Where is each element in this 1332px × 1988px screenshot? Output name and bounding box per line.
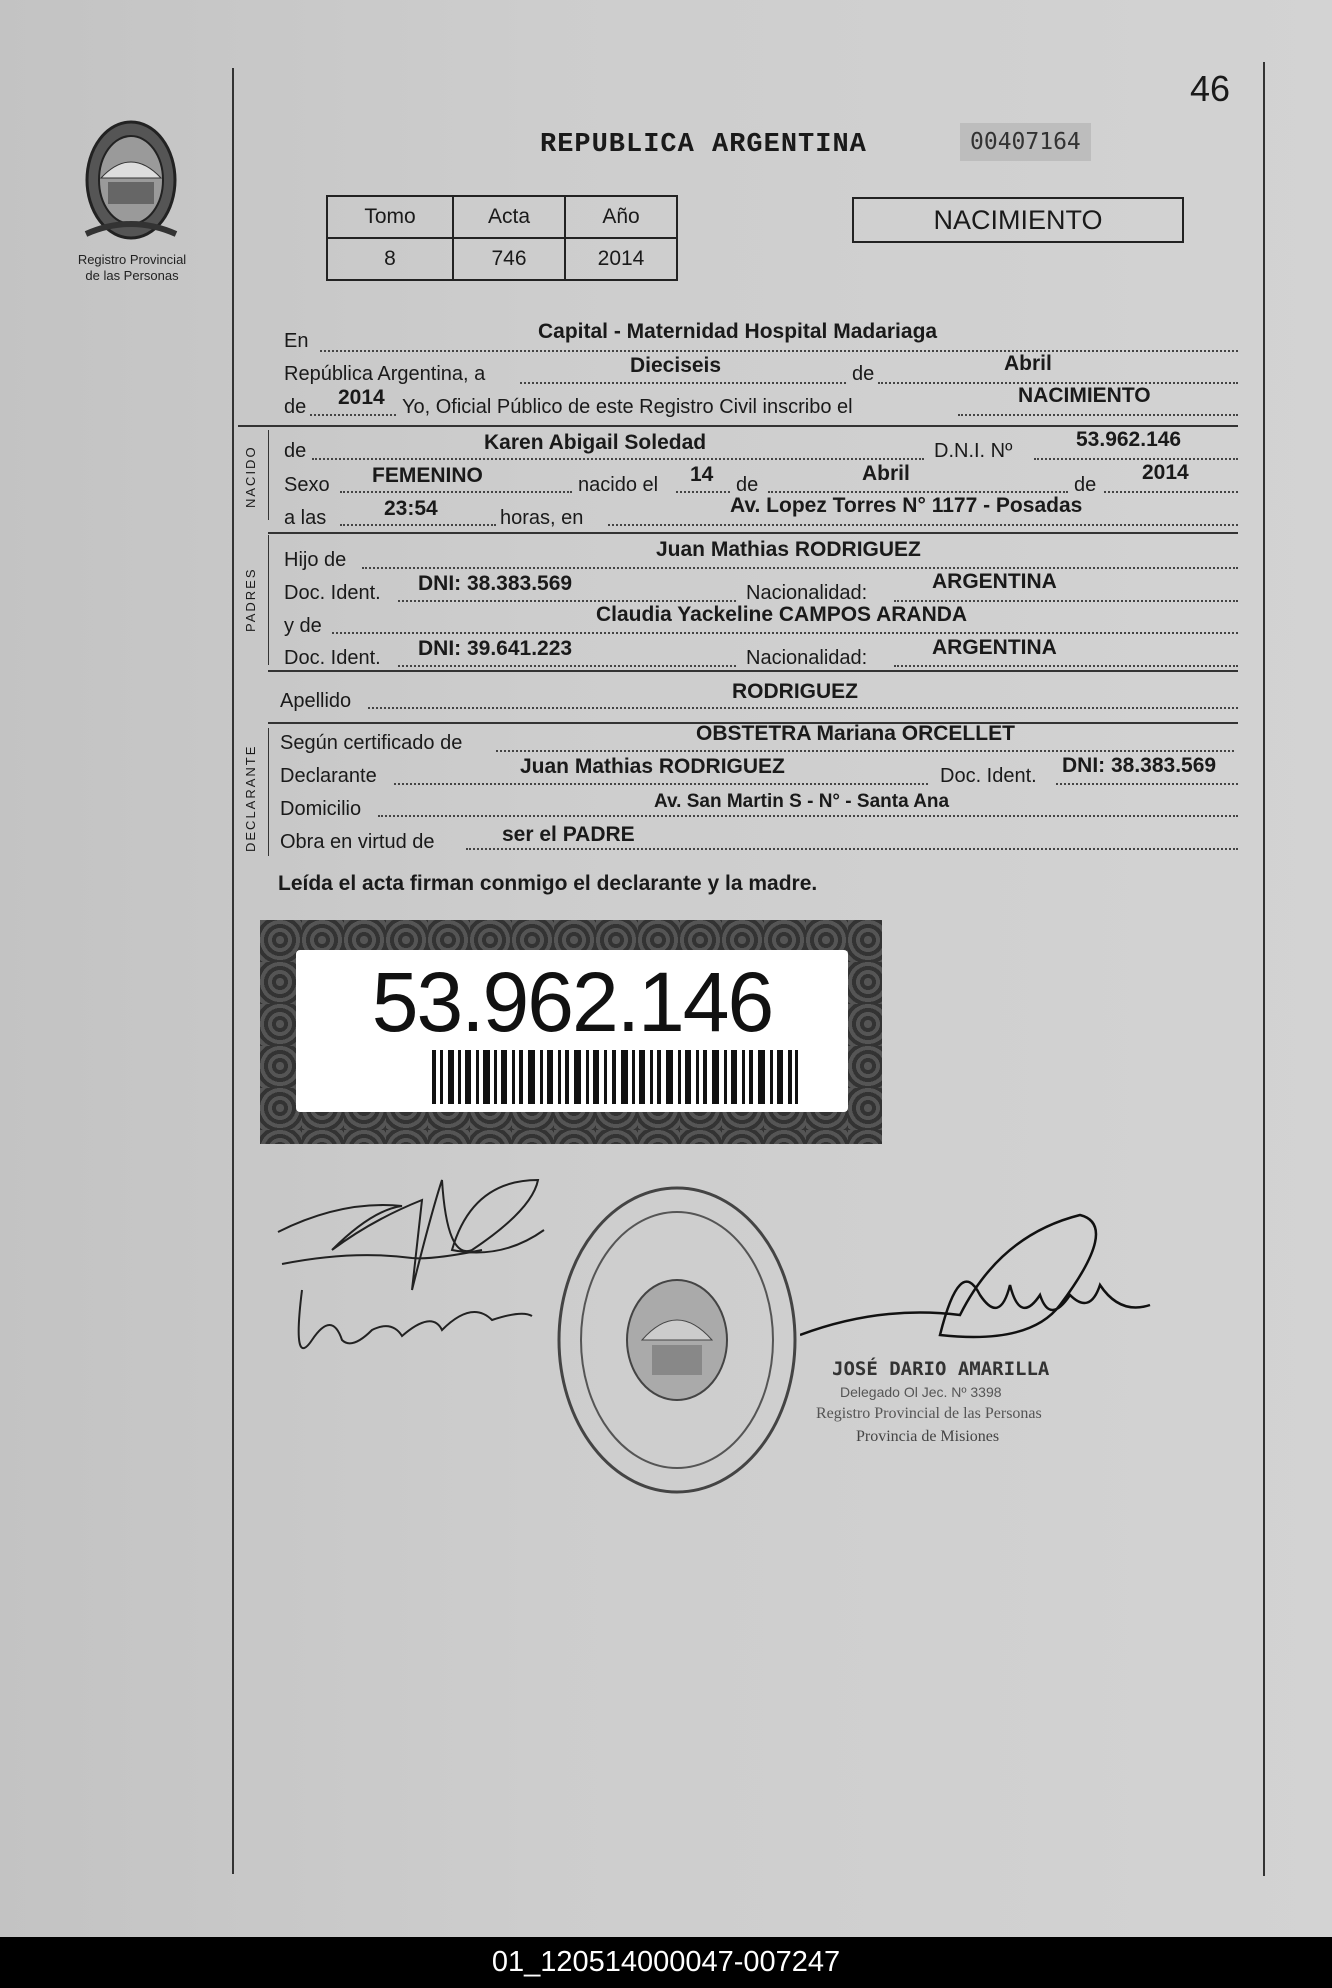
dotted-line: [520, 382, 846, 384]
dotted-line: [394, 783, 928, 785]
dotted-line: [496, 750, 1234, 752]
value-madre-nac: ARGENTINA: [932, 636, 1057, 659]
dotted-line: [768, 491, 1068, 493]
label-y-de: y de: [284, 615, 322, 637]
record-type-box: NACIMIENTO: [852, 197, 1184, 243]
section-divider: [268, 532, 1238, 534]
value-acto: NACIMIENTO: [1018, 384, 1151, 407]
dotted-line: [894, 665, 1238, 667]
official-stamp-name: JOSÉ DARIO AMARILLA: [832, 1358, 1050, 1380]
dotted-line: [340, 524, 496, 526]
dotted-line: [320, 350, 1238, 352]
dotted-line: [466, 848, 1238, 850]
label-domicilio: Domicilio: [280, 798, 362, 820]
label-segun-certificado: Según certificado de: [280, 732, 463, 754]
value-anio: 2014: [338, 386, 385, 409]
official-stamp-province: Provincia de Misiones: [856, 1428, 1000, 1445]
value-domicilio: Av. San Martin S - N° - Santa Ana: [654, 791, 950, 812]
side-label-padres: PADRES: [243, 567, 258, 632]
label-horas-en: horas, en: [500, 507, 584, 529]
tomo-header: Tomo: [327, 196, 453, 238]
label-declarante: Declarante: [280, 765, 377, 787]
dotted-line: [1104, 491, 1238, 493]
closing-statement: Leída el acta firman conmigo el declarante y la madre.: [278, 872, 818, 895]
label-en: En: [284, 330, 309, 352]
label-doc-ident: Doc. Ident.: [940, 765, 1037, 787]
value-hora: 23:54: [384, 497, 438, 520]
dotted-line: [958, 414, 1238, 416]
dotted-line: [332, 632, 1238, 634]
value-dia: Dieciseis: [630, 354, 722, 377]
official-stamp-registry: Registro Provincial de las Personas: [816, 1405, 1042, 1422]
page-number: 46: [1190, 68, 1231, 109]
serial-number: 00407164: [960, 123, 1091, 161]
label-de: de: [736, 474, 759, 496]
dotted-line: [340, 491, 572, 493]
section-bracket: [268, 535, 269, 665]
label-nacionalidad: Nacionalidad:: [746, 647, 868, 669]
value-dni: 53.962.146: [1076, 428, 1182, 451]
section-divider: [238, 425, 1238, 427]
value-madre: Claudia Yackeline CAMPOS ARANDA: [596, 603, 968, 626]
value-padre-doc: DNI: 38.383.569: [418, 572, 573, 595]
value-certificado: OBSTETRA Mariana ORCELLET: [696, 722, 1015, 745]
registry-seal-icon: [552, 1180, 802, 1500]
sticker-inner-panel: [296, 950, 848, 1112]
value-padre-nac: ARGENTINA: [932, 570, 1057, 593]
value-madre-doc: DNI: 39.641.223: [418, 637, 573, 660]
value-obra: ser el PADRE: [502, 823, 635, 846]
registry-name-line2: de las Personas: [85, 268, 179, 283]
label-hijo-de: Hijo de: [284, 549, 347, 571]
dotted-line: [310, 414, 396, 416]
value-nac-anio: 2014: [1142, 461, 1189, 484]
dotted-line: [312, 458, 924, 460]
tomo-value: 8: [327, 238, 453, 280]
value-declarante-doc: DNI: 38.383.569: [1062, 754, 1217, 777]
label-republica: República Argentina, a: [284, 363, 486, 385]
acta-value: 746: [453, 238, 565, 280]
value-mes: Abril: [1004, 352, 1052, 375]
ano-header: Año: [565, 196, 677, 238]
left-margin-line: [232, 68, 234, 1874]
label-sexo: Sexo: [284, 474, 330, 496]
value-lugar-nac: Av. Lopez Torres N° 1177 - Posadas: [730, 494, 1083, 517]
dotted-line: [368, 707, 1238, 709]
label-de: de: [284, 396, 307, 418]
value-lugar: Capital - Maternidad Hospital Madariaga: [538, 320, 938, 343]
dotted-line: [378, 815, 1238, 817]
barcode: [432, 1050, 798, 1104]
id-sticker: [260, 920, 882, 1144]
dotted-line: [398, 665, 736, 667]
side-label-declarante: DECLARANTE: [243, 744, 258, 852]
label-nacionalidad: Nacionalidad:: [746, 582, 868, 604]
dotted-line: [362, 567, 1238, 569]
section-bracket: [268, 430, 269, 520]
label-obra-virtud: Obra en virtud de: [280, 831, 435, 853]
value-nombre: Karen Abigail Soledad: [484, 431, 707, 454]
side-label-nacido: NACIDO: [243, 445, 258, 508]
value-sexo: FEMENINO: [372, 464, 483, 487]
label-nacido-el: nacido el: [578, 474, 659, 496]
dotted-line: [894, 600, 1238, 602]
value-apellido: RODRIGUEZ: [732, 680, 858, 703]
label-doc-ident: Doc. Ident.: [284, 647, 381, 669]
value-padre: Juan Mathias RODRIGUEZ: [656, 538, 921, 561]
dotted-line: [1034, 458, 1238, 460]
acta-header: Acta: [453, 196, 565, 238]
right-margin-line: [1263, 62, 1265, 1876]
official-stamp-title: Delegado Ol Jec. Nº 3398: [840, 1384, 1002, 1400]
document-code-footer: 01_120514000047-007247: [0, 1937, 1332, 1988]
country-title: REPUBLICA ARGENTINA: [540, 130, 867, 160]
section-bracket: [268, 728, 269, 856]
label-doc-ident: Doc. Ident.: [284, 582, 381, 604]
value-nac-dia: 14: [690, 463, 714, 486]
section-divider: [268, 670, 1238, 672]
label-de: de: [852, 363, 875, 385]
label-a-las: a las: [284, 507, 327, 529]
record-reference-table: [326, 195, 678, 281]
value-nac-mes: Abril: [862, 462, 910, 485]
dotted-line: [676, 491, 730, 493]
ano-value: 2014: [565, 238, 677, 280]
label-yo-oficial: Yo, Oficial Público de este Registro Civil inscribo el: [402, 396, 853, 418]
official-signature: [800, 1195, 1160, 1375]
parents-signatures: [272, 1140, 552, 1380]
label-dni: D.N.I. Nº: [934, 440, 1013, 462]
province-coat-of-arms-icon: [76, 116, 186, 244]
label-de: de: [284, 440, 307, 462]
sticker-number: 53.962.146: [371, 955, 773, 1049]
label-de: de: [1074, 474, 1097, 496]
label-apellido: Apellido: [280, 690, 352, 712]
registry-name-line1: Registro Provincial: [77, 252, 187, 267]
value-declarante: Juan Mathias RODRIGUEZ: [520, 755, 785, 778]
dotted-line: [1056, 783, 1238, 785]
dotted-line: [608, 524, 1238, 526]
dotted-line: [398, 600, 736, 602]
